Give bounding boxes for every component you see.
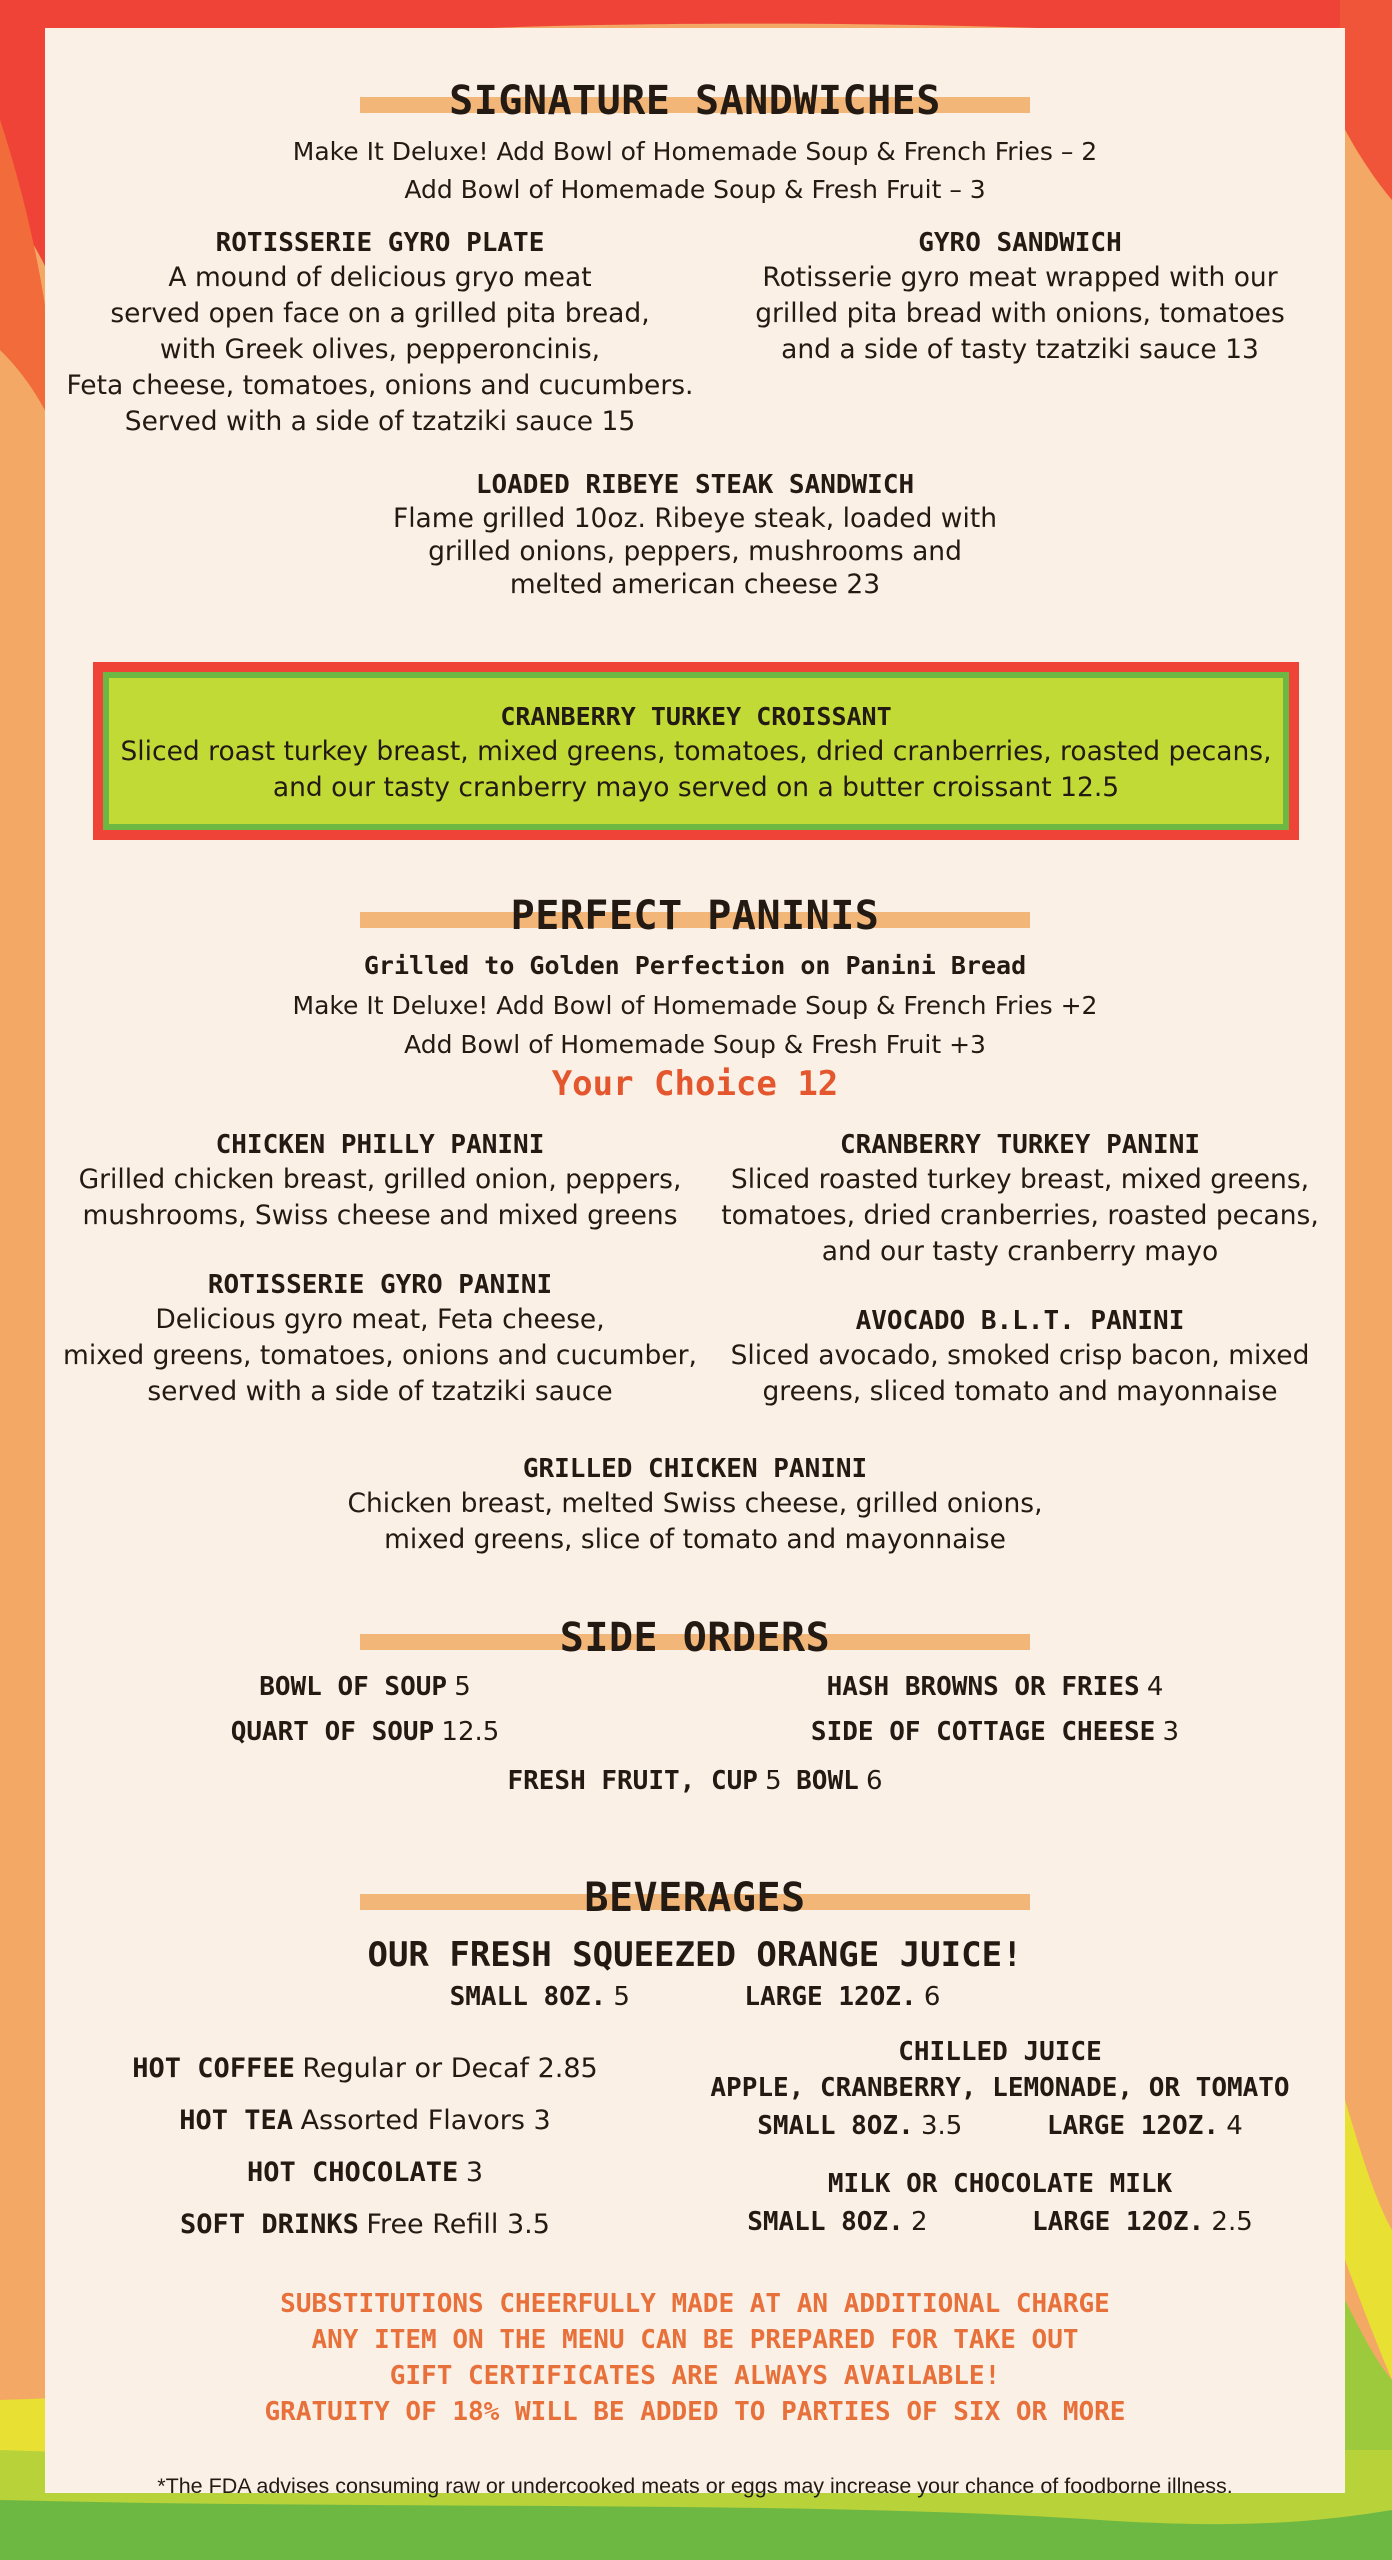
item-name: HOT COFFEE [132,2053,295,2084]
item-detail: 3 [465,2157,484,2188]
item-name: LOADED RIBEYE STEAK SANDWICH [475,470,915,500]
item-name: HASH BROWNS OR FRIES [826,1672,1140,1702]
item-description: Chicken breast, melted Swiss cheese, grilled onions, mixed greens, slice of tomato and mayonnaise [347,1488,1043,1555]
beverage-hot-tea [55,2094,675,2147]
side-item-cottage-cheese [665,1709,1325,1754]
size-price: 5 [613,1982,630,2012]
featured-item [109,678,1283,824]
menu-item-ribeye-sandwich [45,468,1345,601]
side-item-bowl-soup [45,1664,685,1709]
sides-section-title: SIDE ORDERS [559,1615,831,1661]
item-name: HOT TEA [179,2105,294,2136]
menu-item-gyro-panini [55,1268,705,1410]
signature-section-header [360,73,1030,133]
beverages-section-title: BEVERAGES [584,1875,806,1921]
side-item-quart-soup [45,1709,685,1754]
item-name-bowl: BOWL [796,1766,859,1796]
item-name: ROTISSERIE GYRO PANINI [207,1270,553,1300]
item-detail: Free Refill 3.5 [366,2209,550,2240]
item-name: SOFT DRINKS [180,2209,359,2240]
side-item-fresh-fruit [45,1758,1345,1803]
featured-border-green [103,672,1289,830]
size-price: 2 [910,2207,928,2237]
item-price-bowl: 6 [866,1766,883,1796]
size-label: SMALL 8OZ. [747,2207,904,2237]
item-price: 5 [454,1672,471,1702]
item-name: GRILLED CHICKEN PANINI [522,1454,868,1484]
beverage-soft-drinks [55,2198,675,2251]
item-description: Grilled chicken breast, grilled onion, peppers, mushrooms, Swiss cheese and mixed greens [78,1164,682,1231]
size-label: SMALL 8OZ. [449,1982,607,2012]
beverage-milk [665,2166,1335,2241]
item-description: Flame grilled 10oz. Ribeye steak, loaded with grilled onions, peppers, mushrooms and melted american cheese 23 [392,503,998,600]
fda-footnote: *The FDA advises consuming raw or undercooked meats or eggs may increase your chance of foodborne illness. [157,2474,1233,2498]
item-name: CHICKEN PHILLY PANINI [215,1130,545,1160]
paninis-section-header [360,888,1030,948]
paninis-section-title: PERFECT PANINIS [510,893,880,939]
paninis-deluxe-note: Make It Deluxe! Add Bowl of Homemade Soup & French Fries +2 [292,991,1098,1020]
juice-sizes [665,2106,1335,2145]
item-name: AVOCADO B.L.T. PANINI [855,1306,1185,1336]
sides-section-header [360,1610,1030,1670]
signature-section-title: SIGNATURE SANDWICHES [449,78,941,124]
item-price: 3 [1162,1717,1180,1747]
item-name: GYRO SANDWICH [918,228,1122,258]
beverage-chilled-juice [665,2034,1335,2145]
item-name: QUART OF SOUP [230,1717,435,1747]
paninis-choice-price: Your Choice 12 [551,1064,839,1104]
item-description: Rotisserie gyro meat wrapped with our grilled pita bread with onions, tomatoes and a side of tasty tzatziki sauce 13 [755,262,1285,365]
beverage-hot-chocolate [55,2146,675,2199]
item-price: 12.5 [441,1717,500,1747]
item-name: CRANBERRY TURKEY PANINI [839,1130,1201,1160]
size-label: LARGE 12OZ. [1046,2111,1219,2141]
notice-line: ANY ITEM ON THE MENU CAN BE PREPARED FOR TAKE OUT [311,2325,1079,2355]
orange-juice-title: OUR FRESH SQUEEZED ORANGE JUICE! [367,1935,1023,1975]
item-name: ROTISSERIE GYRO PLATE [215,228,545,258]
size-price: 3.5 [920,2111,963,2141]
signature-deluxe-note: Make It Deluxe! Add Bowl of Homemade Soup & French Fries – 2 [292,137,1098,166]
menu-item-avocado-blt-panini [695,1304,1345,1410]
item-name: SIDE OF COTTAGE CHEESE [810,1717,1156,1747]
item-description: Sliced avocado, smoked crisp bacon, mixed greens, sliced tomato and mayonnaise [730,1340,1310,1407]
menu-item-gyro-sandwich [695,226,1345,368]
item-name: CHILLED JUICE [898,2037,1102,2067]
paninis-subtitle: Grilled to Golden Perfection on Panini Bread [363,951,1027,980]
size-price: 6 [923,1982,941,2012]
item-price: 5 [765,1766,782,1796]
menu-item-grilled-chicken-panini [45,1452,1345,1558]
juice-types: APPLE, CRANBERRY, LEMONADE, OR TOMATO [710,2073,1290,2103]
paninis-fruit-note: Add Bowl of Homemade Soup & Fresh Fruit +3 [404,1030,986,1059]
notice-line: SUBSTITUTIONS CHEERFULLY MADE AT AN ADDITIONAL CHARGE [280,2289,1110,2319]
item-name: HOT CHOCOLATE [246,2157,459,2188]
notice-line: GIFT CERTIFICATES ARE ALWAYS AVAILABLE! [389,2361,1001,2391]
item-name: BOWL OF SOUP [259,1672,448,1702]
item-description: Sliced roasted turkey breast, mixed greens, tomatoes, dried cranberries, roasted pecans, and our tasty cranberry mayo [721,1164,1319,1267]
size-label: SMALL 8OZ. [757,2111,914,2141]
item-description: A mound of delicious gryo meat served open face on a grilled pita bread, with Greek olives, pepperoncinis, Feta cheese, tomatoes, onions and cucumbers. Served with a side of tzatziki sauce 15 [66,262,694,437]
size-label: LARGE 12OZ. [744,1982,917,2012]
signature-fruit-note: Add Bowl of Homemade Soup & Fresh Fruit – 3 [404,175,986,204]
size-label: LARGE 12OZ. [1032,2207,1205,2237]
notice-line: GRATUITY OF 18% WILL BE ADDED TO PARTIES OF SIX OR MORE [264,2397,1126,2427]
item-description: Sliced roast turkey breast, mixed greens, tomatoes, dried cranberries, roasted pecans, and our tasty cranberry mayo served on a butter croissant 12.5 [120,736,1272,803]
menu-notices [45,2286,1345,2430]
item-description: Delicious gyro meat, Feta cheese, mixed greens, tomatoes, onions and cucumber, served with a side of tzatziki sauce [63,1304,697,1407]
item-name: FRESH FRUIT, CUP [507,1766,758,1796]
menu-item-chicken-philly-panini [55,1128,705,1234]
beverages-section-header [360,1870,1030,1930]
menu-item-gyro-plate [55,226,705,440]
beverage-hot-coffee [55,2042,675,2095]
item-detail: Regular or Decaf 2.85 [302,2053,598,2084]
size-price: 4 [1226,2111,1243,2141]
featured-item-box [93,662,1299,840]
size-price: 2.5 [1211,2207,1253,2237]
menu-page [45,28,1345,2498]
side-item-hash-browns [665,1664,1325,1709]
item-name: MILK OR CHOCOLATE MILK [827,2169,1173,2199]
milk-sizes [665,2202,1335,2241]
menu-item-cranberry-turkey-panini [695,1128,1345,1270]
item-price: 4 [1146,1672,1164,1702]
item-name: CRANBERRY TURKEY CROISSANT [500,702,892,731]
orange-juice-sizes [45,1976,1345,2017]
item-detail: Assorted Flavors 3 [300,2105,551,2136]
